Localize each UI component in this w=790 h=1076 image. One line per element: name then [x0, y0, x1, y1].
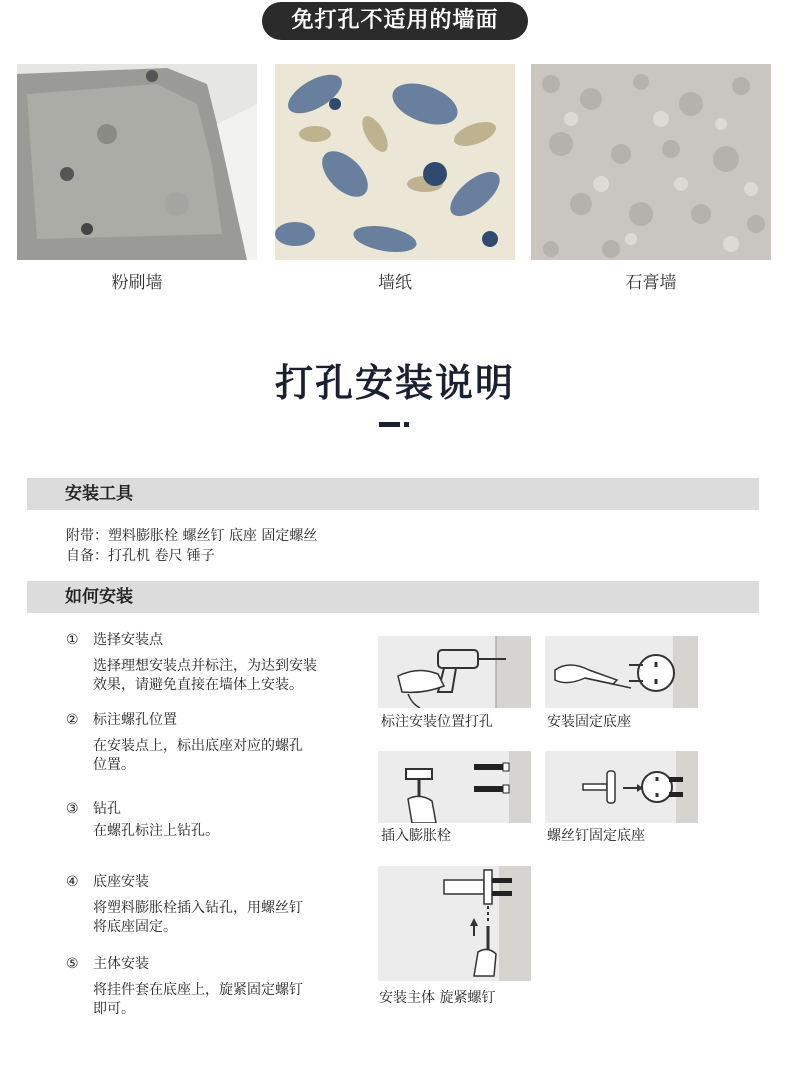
illustration-caption: 螺丝钉固定底座	[547, 828, 645, 844]
step-number: ③	[66, 801, 79, 817]
step-2	[66, 710, 356, 775]
tools-section-heading: 安装工具	[27, 478, 759, 510]
step-number: ④	[66, 874, 79, 890]
illustration-caption: 安装固定底座	[547, 714, 631, 730]
tools-self-provided: 自备：打孔机 卷尺 锤子	[66, 548, 215, 564]
step-title: 标注螺孔位置	[93, 712, 177, 728]
step-description: 在安装点上，标出底座对应的螺孔 位置。	[93, 738, 303, 773]
step-title: 钻孔	[93, 801, 121, 817]
step-5	[66, 954, 356, 1019]
step-number: ⑤	[66, 956, 79, 972]
step-number: ①	[66, 632, 79, 648]
wallpaper-photo	[275, 64, 515, 260]
step-title: 主体安装	[93, 956, 149, 972]
tools-included: 附带：塑料膨胀栓 螺丝钉 底座 固定螺丝	[66, 528, 318, 544]
screw-base-illustration	[545, 751, 698, 823]
step-title: 底座安装	[93, 874, 149, 890]
plaster-wall-photo	[17, 64, 257, 260]
illustration-caption: 标注安装位置打孔	[381, 714, 493, 730]
step-4	[66, 872, 356, 937]
step-number: ②	[66, 712, 79, 728]
drilling-illustration	[378, 636, 531, 708]
step-description: 选择理想安装点并标注，为达到安装 效果，请避免直接在墙体上安装。	[93, 658, 317, 693]
step-description: 在螺孔标注上钻孔。	[93, 823, 219, 839]
step-title: 选择安装点	[93, 632, 163, 648]
step-description: 将塑料膨胀栓插入钻孔，用螺丝钉 将底座固定。	[93, 900, 303, 935]
illustration-caption: 安装主体 旋紧螺钉	[379, 990, 496, 1006]
illustration-caption: 插入膨胀栓	[381, 828, 451, 844]
wall-caption-plaster: 粉刷墙	[111, 273, 163, 293]
wall-caption-gypsum: 石膏墙	[625, 273, 677, 293]
step-3	[66, 799, 356, 841]
step-1	[66, 630, 356, 695]
header-badge: 免打孔不适用的墙面	[262, 2, 528, 40]
howto-section-heading: 如何安装	[27, 581, 759, 613]
step-description: 将挂件套在底座上，旋紧固定螺钉 即可。	[93, 982, 303, 1017]
mark-base-illustration	[545, 636, 698, 708]
page-title: 打孔安装说明	[274, 361, 515, 405]
gypsum-wall-photo	[531, 64, 771, 260]
insert-anchor-illustration	[378, 751, 531, 823]
title-divider	[379, 422, 411, 428]
wall-caption-wallpaper: 墙纸	[378, 273, 412, 293]
mount-body-illustration	[378, 866, 531, 981]
